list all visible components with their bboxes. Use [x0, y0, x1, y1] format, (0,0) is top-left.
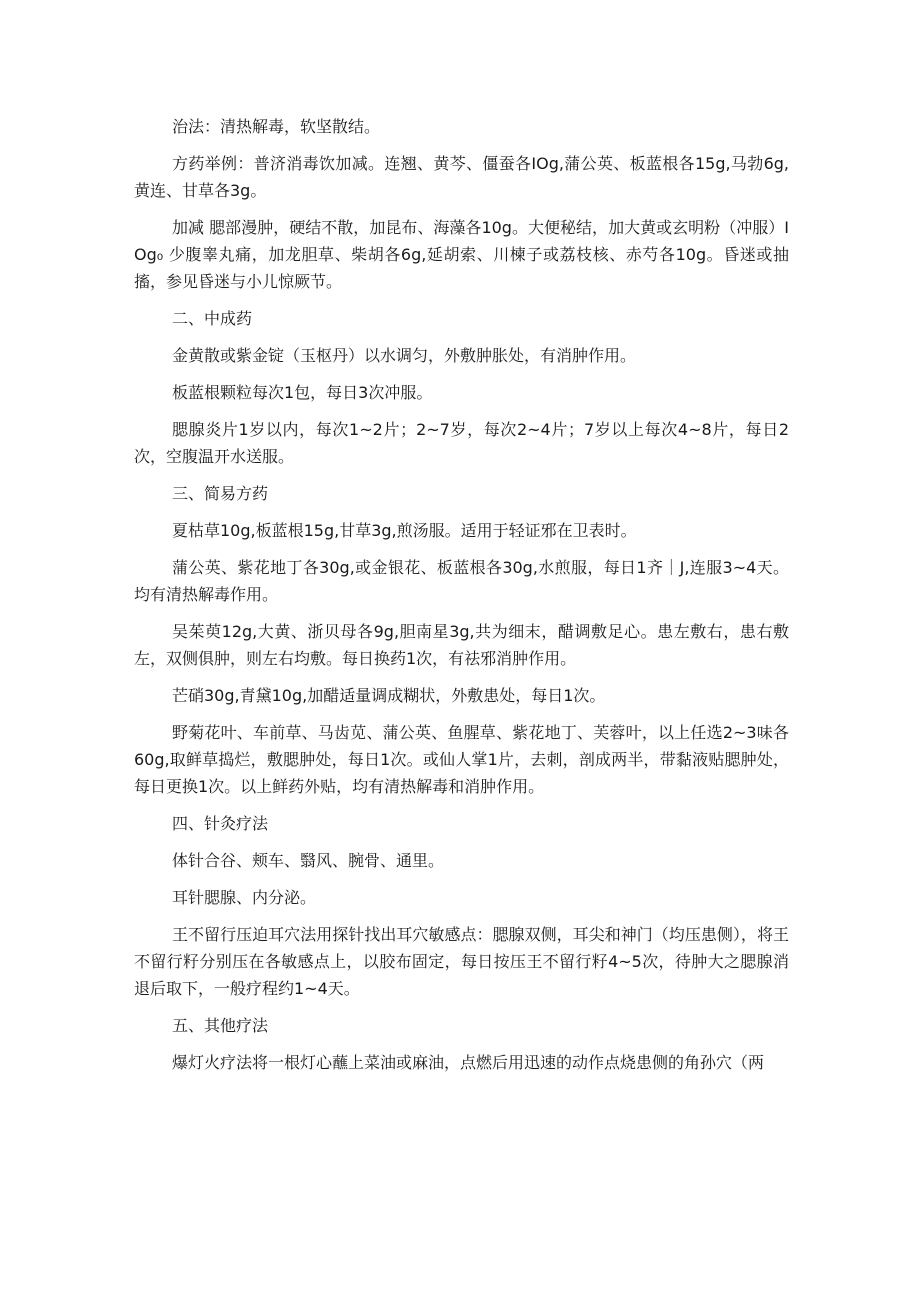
paragraph-parotitis-tablets: 腮腺炎片1岁以内，每次1~2片；2~7岁，每次2~4片；7岁以上每次4~8片，每日2次，空腹温开水送服。 — [134, 420, 789, 466]
paragraph-ear-point-pressing: 王不留行压迫耳穴法用探针找出耳穴敏感点：腮腺双侧，耳尖和神门（均压患侧），将王不留行籽分别压在各敏感点上，以胶布固定，每日按压王不留行籽4~5次，待肿大之腮腺消退后取下，一般疗程约1~4天。 — [134, 925, 789, 998]
section-heading-other-therapies: 五、其他疗法 — [172, 1016, 269, 1035]
paragraph-jinhuang-powder: 金黄散或紫金锭（玉枢丹）以水调匀，外敷肿胀处，有消肿作用。 — [172, 346, 637, 365]
paragraph-ear-acupuncture: 耳针腮腺、内分泌。 — [172, 888, 317, 907]
paragraph-body-acupuncture: 体针合谷、颊车、翳风、腕骨、通里。 — [172, 851, 445, 870]
paragraph-wuzhuyu: 吴茱萸12g,大黄、浙贝母各9g,胆南星3g,共为细末，醋调敷足心。患左敷右，患右敷左，双侧俱肿，则左右均敷。每日换药1次，有祛邪消肿作用。 — [134, 622, 789, 668]
paragraph-pugongying: 蒲公英、紫花地丁各30g,或金银花、板蓝根各30g,水煎服，每日1齐｜J,连服3~4天。均有清热解毒作用。 — [134, 558, 789, 604]
paragraph-modifications: 加减 腮部漫肿，硬结不散，加昆布、海藻各10g。大便秘结，加大黄或玄明粉（冲服）IOg₀ 少腹睾丸痛，加龙胆草、柴胡各6g,延胡索、川楝子或荔枝核、赤芍各10g。昏迷或抽搐，参见昏迷与小儿惊厥节。 — [134, 218, 789, 291]
paragraph-prescription-example: 方药举例：普济消毒饮加减。连翘、黄芩、僵蚕各IOg,蒲公英、板蓝根各15g,马勃6g,黄连、甘草各3g。 — [134, 154, 789, 200]
document-body — [134, 113, 789, 1086]
paragraph-mangxiao: 芒硝30g,青黛10g,加醋适量调成糊状，外敷患处，每日1次。 — [172, 686, 606, 705]
paragraph-yejuhua: 野菊花叶、车前草、马齿苋、蒲公英、鱼腥草、紫花地丁、芙蓉叶，以上任选2~3味各60g,取鲜草捣烂，敷腮肿处，每日1次。或仙人掌1片，去刺，剖成两半，带黏液贴腮肿处，每日更换1次。以上鲜药外贴，均有清热解毒和消肿作用。 — [134, 723, 789, 796]
paragraph-treatment-principle: 治法：清热解毒，软坚散结。 — [172, 117, 381, 136]
paragraph-lamp-wick-therapy: 爆灯火疗法将一根灯心蘸上菜油或麻油，点燃后用迅速的动作点烧患侧的角孙穴（两 — [172, 1053, 765, 1072]
paragraph-xiakucao: 夏枯草10g,板蓝根15g,甘草3g,煎汤服。适用于轻证邪在卫表时。 — [172, 521, 637, 540]
section-heading-patent-medicine: 二、中成药 — [172, 309, 253, 328]
section-heading-acupuncture: 四、针灸疗法 — [172, 814, 269, 833]
section-heading-simple-prescriptions: 三、简易方药 — [172, 484, 269, 503]
paragraph-banlangen-granules: 板蓝根颗粒每次1包，每日3次冲服。 — [172, 383, 433, 402]
